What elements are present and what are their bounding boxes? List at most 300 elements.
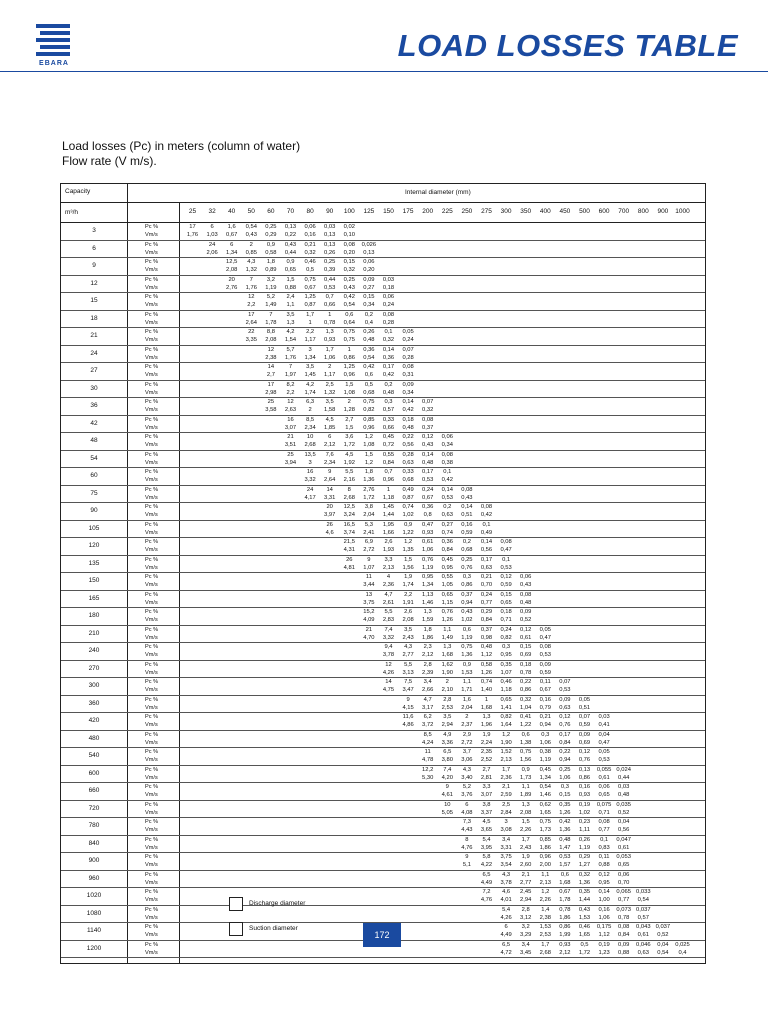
pc-value: 7,5 — [404, 679, 413, 685]
table-row — [61, 852, 705, 871]
pc-value: 6,3 — [306, 399, 315, 405]
pc-value: 0,26 — [578, 836, 591, 843]
pc-value: 1 — [386, 486, 391, 493]
vm-value: 0,53 — [539, 652, 551, 658]
discharge-legend-label: Discharge diameter — [249, 900, 306, 907]
vm-value: 4,75 — [382, 687, 395, 693]
pc-value: 1 — [328, 311, 332, 318]
vm-value: 3,72 — [422, 722, 434, 728]
vm-value: 4,78 — [422, 757, 434, 763]
pc-value: 0,06 — [618, 871, 630, 878]
pc-value: 11,6 — [402, 714, 414, 720]
vm-value: 2,53 — [441, 704, 453, 711]
vm-value: 0,13 — [363, 249, 375, 256]
vm-value: 0,4 — [678, 949, 687, 956]
vm-value: 3,76 — [461, 792, 473, 798]
pc-value: 2,8 — [423, 661, 432, 668]
pc-value: 7,4 — [384, 626, 393, 633]
pc-value: 0,43 — [578, 906, 591, 913]
vm-label: Vm/s — [145, 634, 158, 641]
pc-value: 0,14 — [598, 889, 610, 895]
vm-value: 0,53 — [422, 477, 434, 483]
vm-value: 0,82 — [363, 407, 375, 413]
vm-value: 0,77 — [598, 827, 610, 833]
pc-value: 3,6 — [345, 434, 354, 440]
vm-value: 2,66 — [422, 687, 434, 693]
vm-value: 1,3 — [286, 319, 295, 326]
pc-value: 0,33 — [402, 469, 414, 475]
vm-value: 0,6 — [364, 372, 373, 378]
table-row — [61, 397, 705, 416]
vm-value: 1,28 — [343, 407, 355, 413]
vm-value: 1,86 — [559, 914, 571, 921]
vm-label: Vm/s — [145, 564, 158, 571]
pc-value: 0,6 — [560, 871, 569, 878]
vm-value: 1 — [308, 319, 312, 326]
pc-value: 0,45 — [441, 556, 453, 563]
pc-value: 1,52 — [500, 749, 512, 755]
pc-label: Pc % — [145, 294, 159, 300]
vm-value: 0,84 — [480, 617, 493, 623]
pc-value: 4,7 — [423, 696, 432, 703]
pc-value: 0,9 — [521, 766, 530, 773]
pc-value: 2 — [347, 399, 351, 405]
vm-value: 2,64 — [324, 477, 336, 483]
pc-value: 13,5 — [304, 451, 316, 458]
pc-label: Pc % — [145, 714, 159, 720]
vm-value: 3,58 — [265, 407, 277, 413]
pc-value: 0,05 — [578, 696, 591, 703]
vm-value: 2,68 — [304, 442, 316, 448]
pc-value: 1,5 — [286, 276, 295, 283]
pc-value: 6,5 — [482, 871, 491, 878]
pc-value: 2 — [249, 241, 253, 248]
diameter-header: 25 — [188, 208, 197, 215]
vm-value: 1,66 — [382, 529, 395, 536]
vm-value: 0,86 — [578, 774, 591, 781]
pc-value: 0,053 — [616, 854, 631, 860]
flow-rate: 18 — [90, 314, 98, 322]
pc-value: 2,76 — [363, 486, 375, 493]
vm-value: 4,17 — [304, 494, 316, 501]
vm-value: 0,48 — [422, 459, 434, 466]
vm-value: 0,34 — [363, 302, 375, 308]
vm-value: 1,44 — [578, 897, 591, 903]
diameter-header: 900 — [657, 208, 669, 215]
vm-value: 0,53 — [441, 494, 453, 501]
pc-value: 1,6 — [462, 696, 471, 703]
pc-value: 3 — [308, 346, 312, 353]
pc-value: 2,4 — [286, 294, 295, 300]
vm-value: 0,24 — [382, 302, 395, 308]
vm-value: 0,74 — [441, 529, 453, 536]
pc-label: Pc % — [145, 364, 159, 370]
flow-rate: 36 — [90, 402, 98, 409]
table-row — [61, 467, 705, 486]
pc-value: 0,58 — [480, 661, 493, 668]
pc-value: 6,2 — [423, 714, 432, 720]
header-rule — [0, 71, 768, 72]
vm-label: Vm/s — [145, 302, 158, 308]
vm-value: 0,47 — [598, 739, 610, 746]
flow-rate: 180 — [88, 612, 100, 619]
vm-value: 1,76 — [186, 232, 199, 238]
pc-value: 1,25 — [343, 364, 355, 370]
pc-value: 0,43 — [461, 609, 473, 615]
pc-value: 0,18 — [500, 609, 512, 615]
pc-value: 0,08 — [618, 924, 630, 930]
pc-label: Pc % — [145, 836, 159, 843]
pc-value: 0,25 — [324, 259, 336, 265]
vm-label: Vm/s — [145, 267, 158, 273]
pc-value: 10 — [306, 434, 314, 440]
vm-value: 3,95 — [480, 844, 493, 851]
table-row — [61, 887, 705, 906]
pc-value: 0,08 — [382, 311, 395, 318]
vm-value: 0,32 — [304, 249, 316, 256]
pc-value: 2,35 — [480, 749, 493, 755]
vm-value: 1,97 — [284, 372, 297, 378]
vm-value: 4,01 — [500, 897, 512, 903]
vm-label: Vm/s — [145, 337, 158, 343]
pc-value: 5,3 — [364, 521, 373, 528]
vm-value: 0,95 — [441, 564, 453, 571]
vm-value: 0,89 — [265, 267, 277, 273]
vm-value: 1,32 — [324, 389, 336, 396]
vm-value: 0,56 — [402, 442, 414, 448]
diameter-header: 80 — [306, 208, 314, 215]
vm-value: 0,87 — [304, 302, 316, 308]
vm-value: 2,13 — [500, 757, 512, 763]
flow-rate: 6 — [92, 244, 96, 252]
pc-value: 8 — [347, 486, 351, 493]
vm-value: 0,32 — [343, 267, 355, 273]
vm-value: 0,15 — [559, 792, 571, 798]
vm-value: 0,52 — [520, 617, 532, 623]
vm-value: 0,48 — [618, 792, 630, 798]
pc-value: 0,05 — [402, 329, 414, 335]
pc-value: 0,24 — [422, 486, 434, 493]
pc-value: 17 — [248, 311, 255, 318]
table-row — [61, 537, 705, 556]
pc-value: 5,8 — [482, 854, 491, 860]
pc-value: 3,75 — [500, 854, 512, 860]
pc-value: 14 — [385, 679, 392, 685]
pc-value: 3,4 — [521, 941, 530, 948]
pc-value: 2,45 — [520, 889, 532, 895]
flow-rate: 15 — [90, 297, 98, 304]
pc-value: 0,05 — [539, 626, 551, 633]
table-row — [61, 485, 705, 504]
pc-value: 0,11 — [539, 679, 551, 685]
pc-value: 1,1 — [462, 679, 471, 685]
vm-value: 0,75 — [343, 337, 355, 343]
pc-label: Pc % — [145, 626, 159, 633]
vm-label: Vm/s — [145, 722, 158, 728]
pc-value: 6 — [328, 434, 332, 440]
flow-rate: 600 — [88, 769, 100, 777]
vm-value: 1,68 — [559, 879, 571, 886]
pc-value: 17 — [267, 381, 275, 388]
pc-value: 3 — [504, 819, 508, 825]
vm-value: 1,65 — [578, 932, 591, 938]
pc-value: 0,25 — [265, 224, 277, 230]
pc-value: 9 — [465, 854, 469, 860]
vm-value: 5,1 — [462, 862, 471, 868]
pc-value: 0,12 — [598, 871, 610, 878]
vm-value: 2,84 — [500, 809, 512, 816]
vm-value: 0,43 — [343, 284, 355, 291]
vm-value: 1,65 — [539, 809, 551, 816]
pc-value: 2,8 — [521, 906, 530, 913]
pc-value: 0,86 — [559, 924, 571, 930]
pc-value: 0,08 — [520, 591, 532, 598]
pc-value: 2,8 — [443, 696, 452, 703]
pc-value: 9 — [406, 696, 410, 703]
pc-value: 16 — [287, 416, 294, 423]
vm-value: 0,16 — [304, 232, 316, 238]
pc-value: 0,09 — [539, 661, 551, 668]
pc-value: 12,5 — [226, 259, 238, 265]
vm-label: Vm/s — [145, 232, 158, 238]
pc-value: 14 — [326, 486, 333, 493]
vm-value: 0,42 — [441, 477, 453, 483]
vm-value: 1,34 — [304, 354, 316, 361]
diameter-header: 70 — [286, 208, 295, 215]
pc-label: Pc % — [145, 574, 159, 580]
vm-value: 4,08 — [461, 809, 473, 816]
vm-value: 3,51 — [284, 442, 297, 448]
pc-value: 0,23 — [578, 819, 591, 825]
table-row — [61, 415, 705, 434]
vm-value: 2,04 — [363, 512, 375, 518]
vm-value: 0,43 — [520, 582, 532, 588]
vm-value: 2,26 — [539, 897, 551, 903]
pc-value: 0,075 — [596, 801, 612, 808]
flow-rate: 840 — [88, 839, 100, 847]
pc-value: 1,2 — [364, 434, 373, 440]
vm-value: 1,45 — [304, 372, 316, 378]
vm-value: 0,85 — [245, 249, 257, 256]
pc-value: 0,7 — [325, 294, 334, 300]
pc-value: 0,3 — [541, 731, 550, 738]
pc-value: 0,21 — [304, 241, 316, 248]
vm-value: 1,72 — [363, 494, 375, 501]
vm-value: 1,1 — [286, 302, 295, 308]
pc-value: 4,5 — [325, 416, 334, 423]
table-row — [61, 275, 705, 294]
vm-value: 0,66 — [382, 424, 395, 431]
vm-value: 3,44 — [363, 582, 375, 588]
vm-label: Vm/s — [145, 424, 158, 431]
pc-value: 0,08 — [402, 364, 414, 370]
vm-value: 1,27 — [578, 862, 591, 868]
diameter-header: 450 — [559, 208, 571, 215]
vm-value: 3,31 — [324, 494, 336, 501]
vm-value: 4,86 — [402, 722, 414, 728]
flow-rate: 210 — [88, 629, 100, 637]
vm-value: 0,95 — [598, 879, 610, 886]
vm-value: 4,72 — [500, 949, 512, 956]
vm-value: 2,83 — [382, 617, 395, 623]
vm-label: Vm/s — [145, 757, 158, 763]
vm-value: 1,22 — [402, 529, 414, 536]
pc-value: 0,17 — [559, 731, 571, 738]
pc-label: Pc % — [145, 416, 159, 423]
pc-value: 0,96 — [539, 854, 551, 860]
vm-value: 2,34 — [304, 424, 316, 431]
vm-value: 2,7 — [266, 372, 275, 378]
vm-value: 2,08 — [226, 267, 238, 273]
vm-value: 1,07 — [363, 564, 375, 571]
pc-value: 1,8 — [364, 469, 373, 475]
vm-value: 0,94 — [539, 722, 551, 728]
pc-value: 7,3 — [462, 819, 471, 825]
vm-value: 3,74 — [343, 529, 355, 536]
vm-value: 0,48 — [402, 424, 414, 431]
ebara-logo — [36, 18, 70, 62]
table-row — [61, 765, 705, 784]
pc-value: 0,5 — [364, 381, 373, 388]
pc-value: 0,2 — [384, 381, 393, 388]
vm-label: Vm/s — [145, 914, 158, 921]
table-row — [61, 800, 705, 819]
vm-value: 1,92 — [343, 459, 355, 466]
pc-value: 6 — [465, 801, 469, 808]
vm-value: 0,70 — [618, 879, 630, 886]
vm-value: 1,17 — [324, 372, 336, 378]
pc-value: 12,2 — [422, 766, 434, 773]
flow-rate: 540 — [88, 752, 100, 759]
vm-label: Vm/s — [145, 494, 158, 501]
pc-value: 0,27 — [441, 521, 453, 528]
table-row — [61, 677, 705, 696]
vm-value: 2,36 — [500, 774, 512, 781]
pc-value: 0,35 — [500, 661, 512, 668]
diameter-header: 800 — [637, 208, 649, 215]
table-header-row-1 — [61, 184, 705, 203]
vm-value: 0,57 — [637, 914, 649, 921]
vm-value: 1,90 — [441, 669, 453, 676]
pc-value: 6 — [230, 241, 234, 248]
vm-label: Vm/s — [145, 809, 158, 816]
pc-value: 0,29 — [578, 854, 591, 860]
vm-value: 0,78 — [618, 914, 630, 921]
vm-label: Vm/s — [145, 792, 158, 798]
vm-value: 3,54 — [500, 862, 512, 868]
pc-value: 2,6 — [404, 609, 413, 615]
pc-value: 0,3 — [560, 784, 569, 790]
vm-value: 0,10 — [343, 232, 355, 238]
pc-label: Pc % — [145, 661, 159, 668]
table-row — [61, 257, 705, 276]
pc-value: 0,11 — [598, 854, 610, 860]
pc-label: Pc % — [145, 434, 159, 440]
pc-value: 0,035 — [616, 801, 631, 808]
vm-value: 0,49 — [480, 529, 493, 536]
table-row — [61, 782, 705, 801]
pc-value: 0,24 — [500, 626, 512, 633]
pc-value: 3,8 — [482, 801, 491, 808]
vm-value: 1,36 — [461, 652, 473, 658]
vm-value: 1,26 — [559, 809, 571, 816]
flow-rate: 21 — [90, 332, 98, 339]
flow-rate: 54 — [90, 454, 98, 462]
diameter-header: 700 — [618, 208, 630, 215]
pc-value: 0,32 — [578, 871, 591, 878]
pc-value: 0,1 — [384, 329, 393, 335]
pc-value: 0,033 — [636, 889, 651, 895]
pc-value: 0,06 — [520, 574, 532, 580]
diameter-header: 350 — [520, 208, 532, 215]
vm-value: 1,73 — [539, 827, 551, 833]
table-row — [61, 572, 705, 591]
vm-value: 4,09 — [363, 617, 375, 623]
pc-value: 0,45 — [382, 434, 395, 440]
vm-value: 3,65 — [480, 827, 493, 833]
vm-label: Vm/s — [145, 354, 158, 361]
pc-value: 2,1 — [521, 871, 530, 878]
flow-rate: 960 — [88, 874, 100, 882]
pc-value: 0,53 — [559, 854, 571, 860]
vm-value: 2,59 — [500, 792, 512, 798]
pc-value: 0,09 — [363, 276, 375, 283]
vm-value: 4,26 — [382, 669, 395, 676]
table-header-row-2 — [61, 202, 705, 223]
flow-rate: 300 — [88, 682, 100, 689]
vm-value: 2,26 — [520, 827, 532, 833]
pc-label: Pc % — [145, 329, 159, 335]
diameter-header: 60 — [267, 208, 275, 215]
pc-label: Pc % — [145, 924, 159, 930]
vm-value: 2,41 — [363, 529, 375, 536]
vm-value: 0,43 — [461, 494, 473, 501]
pc-value: 0,07 — [578, 714, 591, 720]
pc-value: 0,15 — [363, 294, 375, 300]
pc-value: 0,08 — [480, 504, 493, 510]
vm-value: 0,56 — [618, 827, 630, 833]
pc-value: 1,3 — [423, 609, 432, 615]
pc-value: 0,046 — [636, 941, 651, 948]
vm-value: 0,8 — [423, 512, 432, 518]
pc-value: 17 — [189, 224, 196, 230]
table-row — [61, 660, 705, 679]
pc-value: 6,5 — [443, 749, 452, 755]
pc-value: 0,03 — [324, 224, 336, 230]
vm-value: 0,34 — [441, 442, 453, 448]
vm-value: 0,61 — [598, 774, 610, 781]
pc-value: 4,9 — [443, 731, 452, 738]
pc-value: 0,14 — [480, 539, 493, 545]
pc-value: 5,5 — [384, 609, 393, 615]
pc-value: 0,21 — [480, 574, 493, 580]
pc-label: Pc % — [145, 504, 159, 510]
brand-name: EBARA — [39, 60, 69, 67]
pc-value: 0,12 — [578, 749, 591, 755]
diameter-header: 175 — [402, 208, 414, 215]
vm-value: 4,76 — [480, 897, 493, 903]
pc-value: 0,04 — [598, 731, 610, 738]
pc-value: 0,07 — [559, 679, 571, 685]
pc-value: 0,55 — [441, 574, 453, 580]
vm-value: 1,17 — [304, 337, 316, 343]
discharge-legend-box — [229, 897, 243, 911]
vm-value: 1,02 — [578, 809, 591, 816]
pc-value: 1,3 — [443, 644, 452, 650]
vm-label: Vm/s — [145, 844, 158, 851]
pc-value: 1,7 — [306, 311, 315, 318]
pc-value: 20 — [228, 276, 235, 283]
